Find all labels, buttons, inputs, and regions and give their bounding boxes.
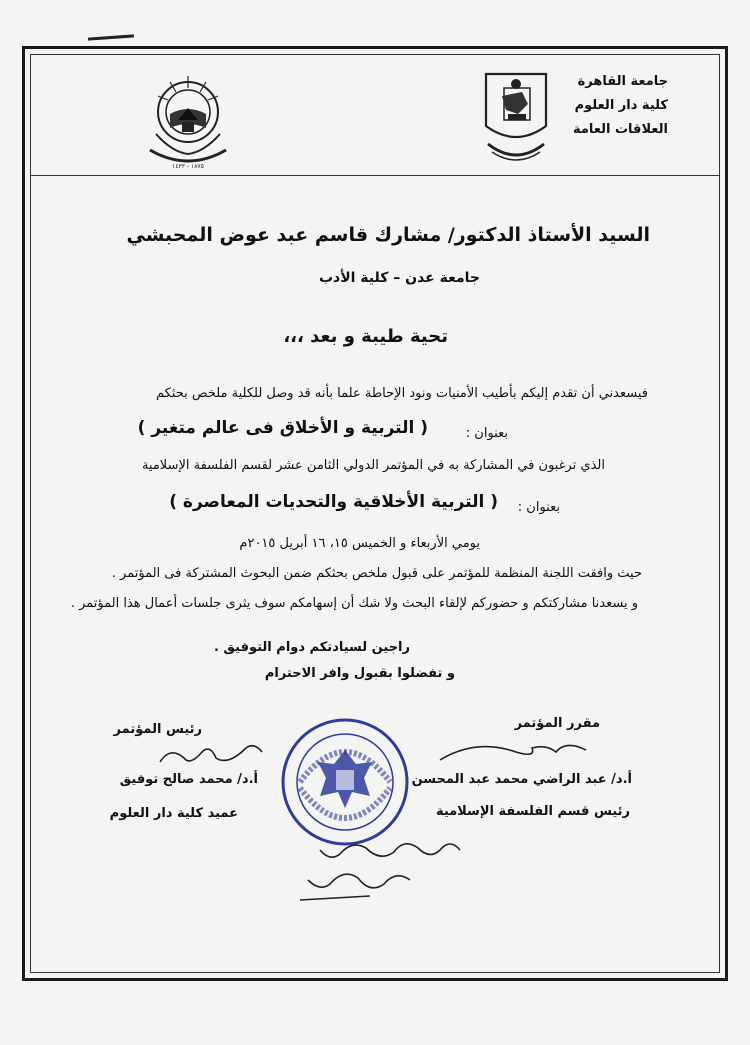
rapporteur-name: أ.د/ عبد الراضي محمد عبد المحسن — [411, 772, 632, 787]
greeting: تحية طيبة و بعد ،،، — [283, 326, 448, 347]
faculty-name: كلية دار العلوم — [574, 98, 668, 113]
handwritten-note — [300, 834, 470, 906]
svg-text:١٨٧٥ - ١٤٣٣: ١٨٧٥ - ١٤٣٣ — [172, 163, 204, 170]
rapporteur-role: رئيس قسم الفلسفة الإسلامية — [435, 804, 630, 819]
body-line-3: حيث وافقت اللجنة المنظمة للمؤتمر على قبول ملخص بحثكم ضمن البحوث المشتركة فى المؤتمر . — [111, 566, 642, 581]
recipient-affiliation: جامعة عدن – كلية الأدب — [318, 270, 480, 286]
closing-line-2: و تفضلوا بقبول وافر الاحترام — [264, 666, 455, 681]
title-label-1: بعنوان : — [465, 426, 508, 441]
institution-block — [573, 70, 668, 142]
rapporteur-signature — [436, 730, 596, 770]
closing-line-1: راجين لسيادتكم دوام التوفيق . — [213, 640, 410, 655]
recipient-name: السيد الأستاذ الدكتور/ مشارك قاسم عبد عوض المحبشي — [126, 224, 650, 246]
chairman-title: رئيس المؤتمر — [113, 722, 202, 737]
dar-al-uloom-emblem-icon — [142, 68, 234, 172]
conference-title: ( التربية الأخلاقية والتحديات المعاصرة ) — [169, 492, 498, 512]
department-name: العلاقات العامة — [572, 122, 668, 137]
cairo-university-logo-icon — [478, 70, 554, 168]
chairman-name: أ.د/ محمد صالح توفيق — [119, 772, 258, 787]
research-title: ( التربية و الأخلاق فى عالم متغير ) — [137, 418, 428, 438]
header-divider — [30, 175, 720, 176]
body-line-1: فيسعدني أن تقدم إليكم بأطيب الأمنيات ونود الإحاطة علما بأنه قد وصل للكلية ملخص بحثكم — [156, 386, 648, 401]
chairman-role: عميد كلية دار العلوم — [109, 806, 238, 821]
rapporteur-title: مقرر المؤتمر — [514, 716, 600, 731]
scan-mark — [88, 34, 134, 40]
university-name: جامعة القاهرة — [577, 74, 668, 89]
title-label-2: بعنوان : — [517, 500, 560, 515]
body-line-2: الذي ترغبون في المشاركة به في المؤتمر الدولي الثامن عشر لقسم الفلسفة الإسلامية — [141, 458, 605, 473]
conference-dates: يومي الأربعاء و الخميس ١٥، ١٦ أبريل ٢٠١٥م — [239, 536, 480, 551]
body-line-4: و يسعدنا مشاركتكم و حضوركم لإلقاء البحث ولا شك أن إسهامكم سوف يثرى جلسات أعمال هذا المؤتمر . — [70, 596, 638, 611]
chairman-signature — [150, 736, 270, 776]
